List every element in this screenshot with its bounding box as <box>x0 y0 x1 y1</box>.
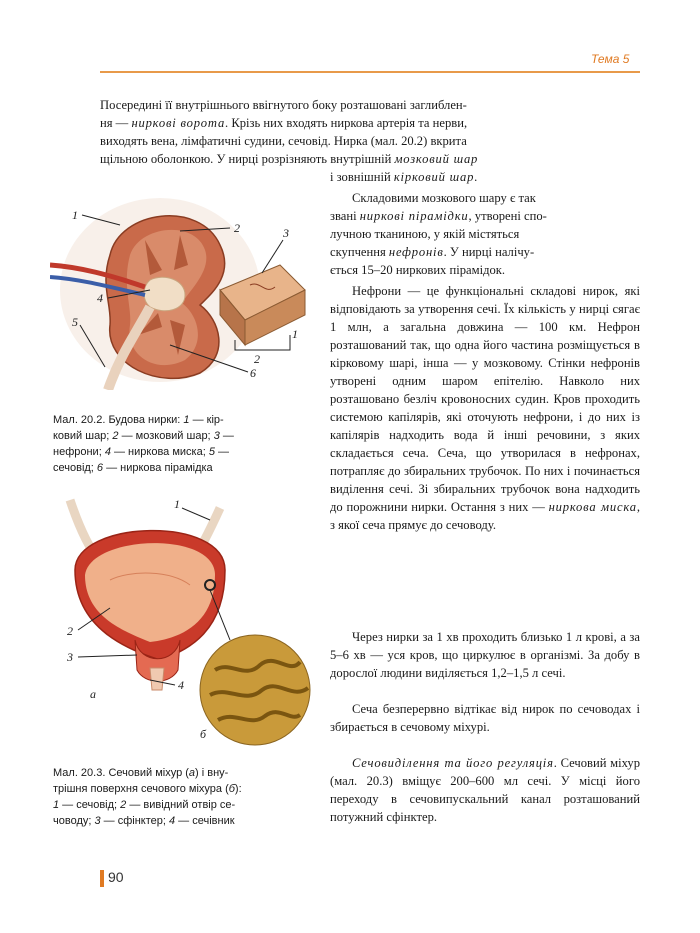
caption-20-3: Мал. 20.3. Сечовий міхур (а) і вну- трішня поверхня сечового міхура (б): 1 — сечовід; 2 — вивідний отвір се- човоду; 3 — сфінктер; 4 — сечівник <box>53 767 242 827</box>
term-urination: Сечовиділення та його регуляція <box>352 756 554 770</box>
header-rule <box>100 71 640 73</box>
p1-line-e: і зовнішній кірковий шар. <box>330 170 478 184</box>
paragraph-1 <box>100 96 640 168</box>
bladder-label-a: а <box>90 687 96 701</box>
kidney-label-4: 4 <box>97 291 103 305</box>
paragraph-6: Сечовиділення та його регуляція. Сечовий міхур (мал. 20.3) вміщує 200–600 мл сечі. У місці його переходу в сечовипускальний канал розташований потужний сфінктер. <box>330 756 640 824</box>
term-medulla: мозковий шар <box>394 152 479 166</box>
kidney-label-block-2: 2 <box>254 352 260 366</box>
bladder-label-4: 4 <box>178 678 184 692</box>
kidney-label-2: 2 <box>234 221 240 235</box>
term-cortex: кірковий шар <box>393 170 475 184</box>
bladder-label-3: 3 <box>67 650 73 664</box>
page-number: 90 <box>108 869 124 885</box>
kidney-label-6: 6 <box>250 366 256 380</box>
term-nephrons: нефронів <box>388 245 444 259</box>
p1-line-d: щільною оболонкою. У нирці розрізняють внутрішній мозковий шар <box>100 152 479 166</box>
p1-line-b: ня — ниркові ворота. Крізь них входять ниркова артерія та нерви, <box>100 116 468 130</box>
p1-line-c: виходять вена, лімфатичні судини, сечовід. Нирка (мал. 20.2) вкрита <box>100 134 467 148</box>
kidney-label-3: 3 <box>283 226 289 240</box>
bladder-figure <box>50 490 320 750</box>
topic-label: Тема 5 <box>591 52 630 66</box>
term-pyramids: ниркові пірамідки <box>359 209 469 223</box>
kidney-label-block-1: 1 <box>292 327 298 341</box>
bladder-label-1: 1 <box>174 497 180 511</box>
p1-line-a: Посередині її внутрішнього ввігнутого боку розташовані заглиблен- <box>100 98 467 112</box>
bladder-label-2: 2 <box>67 624 73 638</box>
term-renal-gate: ниркові ворота <box>131 116 226 130</box>
bladder-label-b: б <box>200 727 207 741</box>
page-number-bar <box>100 870 104 887</box>
paragraph-2: Складовими мозкового шару є так звані ниркові пірамідки, утворені спо- лучною тканиною, у якій містяться скупчення нефронів. У нирці налічу- ється 15–20 ниркових пірамідок. <box>330 191 547 277</box>
kidney-label-1: 1 <box>72 208 78 222</box>
caption-20-2: Мал. 20.2. Будова нирки: 1 — кір- ковий шар; 2 — мозковий шар; 3 — нефрони; 4 — ниркова миска; 5 — сечовід; 6 — ниркова пірамідка <box>53 414 234 474</box>
kidney-label-5: 5 <box>72 315 78 329</box>
paragraph-4: Через нирки за 1 хв проходить близько 1 л крові, а за 5–6 хв — уся кров, що циркулює в організмі. За добу в дорослої людини виділяється 1,2–1,5 л сечі. <box>330 630 640 680</box>
kidney-figure <box>50 195 320 390</box>
paragraph-3: Нефрони — це функціональні складові нирок, які відповідають за утворення сечі. Їх кількість у нирці сягає 1 млн, а загальна довжина — 100 км. Нефрон розташований так, що одна його частина розміщується в кірковому шарі, інша — у мозковому. Стінки нефронів утворені одним шаром епітелію. Навколо них розташовано безліч кровоносних судин. Кров проходить системою капілярів, які оточують нефрони, і до них із капілярів надходить вода й інші речовини, з яких складається сеча. Сеча, що утворилася в нефронах, потрапляє до збиральних трубочок. По них і починається виділення сечі. Зі збиральних трубочок вона надходить до порожнини нирки. Остання з них — ниркова миска, з якої сеча прямує до сечоводу. <box>330 284 640 532</box>
paragraph-5: Сеча безперервно відтікає від нирок по сечоводах і збирається в сечовому міхурі. <box>330 702 640 734</box>
term-renal-pelvis: ниркова миска <box>548 500 637 514</box>
